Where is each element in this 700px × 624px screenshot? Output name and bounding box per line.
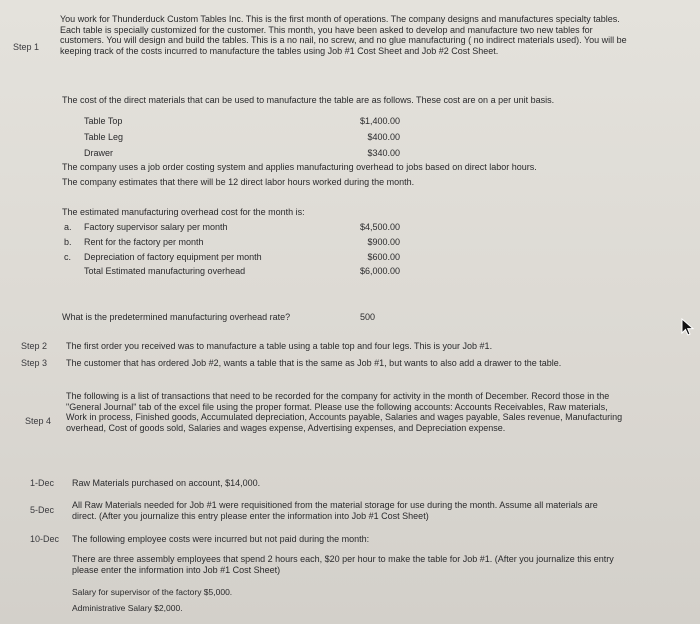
mouse-cursor-icon <box>681 318 695 336</box>
estimate-name: Factory supervisor salary per month <box>84 222 228 232</box>
step-2-text: The first order you received was to manufacture a table using a table top and four legs. This is your Job #1. <box>66 341 493 351</box>
transaction-date: 10-Dec <box>30 534 60 544</box>
material-name: Table Top <box>84 116 123 126</box>
estimate-cost: $900.00 <box>367 237 400 247</box>
step-4-text: The following is a list of transactions that need to be recorded for the company for activity in the month of December. Record those in the "General Journal" tab of the excel file using the proper format. Please use the following accounts: Accounts Receivables, Raw materials, Work in process, Finished goods, Accumulated depreciation, Accounts payable, Salaries and wages payable, Sales revenue, Manufacturing overhead, Cost of goods sold, Salaries and wages expense, Advertising expenses, and Depreciation expense. <box>66 391 623 433</box>
step-3-text: The customer that has ordered Job #2, wants a table that is the same as Job #1, but wants to also add a drawer to the table. <box>66 358 562 368</box>
total-overhead-value: $6,000.00 <box>359 266 400 276</box>
transaction-date: 1-Dec <box>30 478 55 488</box>
estimate-letter: b. <box>64 237 72 247</box>
step-4-label: Step 4 <box>25 416 52 426</box>
material-name: Drawer <box>84 148 114 158</box>
estimate-letter: c. <box>64 252 72 262</box>
overhead-basis-text: The company uses a job order costing system and applies manufacturing overhead to jobs based on direct labor hours. <box>62 162 537 172</box>
step-2-label: Step 2 <box>21 341 48 351</box>
materials-heading: The cost of the direct materials that can be used to manufacture the table are as follows. These cost are on a per unit basis. <box>62 95 555 105</box>
transaction-text: Raw Materials purchased on account, $14,000. <box>72 478 261 488</box>
detail-supervisor-salary: Salary for supervisor of the factory $5,000. <box>72 587 233 597</box>
material-name: Table Leg <box>84 132 124 142</box>
detail-assembly-labor: There are three assembly employees that spend 2 hours each, $20 per hour to make the table for Job #1. (After you journalize this entry please enter the information into Job #1 Cost Sheet) <box>72 554 614 575</box>
material-cost: $400.00 <box>367 132 400 142</box>
step-1-intro: You work for Thunderduck Custom Tables Inc. This is the first month of operations. The company designs and manufactures specialty tables. Each table is specially customized for the customer. This month, you have been asked to develop and manufacture two new tables for customers. You will design and build the tables. This is a no nail, no screw, and no glue manufacturing ( no indirect materials used). You will be keeping track of the costs incurred to manufacture the tables using Job #1 Cost Sheet and Job #2 Cost Sheet. <box>60 14 627 56</box>
estimate-cost: $600.00 <box>367 252 400 262</box>
detail-admin-salary: Administrative Salary $2,000. <box>72 603 183 613</box>
transaction-date: 5-Dec <box>30 505 55 515</box>
material-cost: $1,400.00 <box>359 116 400 126</box>
total-overhead-label: Total Estimated manufacturing overhead <box>84 266 246 276</box>
material-cost: $340.00 <box>367 148 400 158</box>
estimate-name: Rent for the factory per month <box>84 237 204 247</box>
overhead-rate-answer[interactable]: 500 <box>359 312 375 322</box>
estimate-cost: $4,500.00 <box>359 222 400 232</box>
estimate-letter: a. <box>64 222 72 232</box>
step-3-label: Step 3 <box>21 358 48 368</box>
overhead-rate-question: What is the predetermined manufacturing overhead rate? <box>62 312 291 322</box>
transaction-text: All Raw Materials needed for Job #1 were requisitioned from the material storage for use during the month. Assume all materials are direct. (After you journalize this entry please enter the information into Job #1 Cost Sheet) <box>72 500 598 521</box>
transaction-text: The following employee costs were incurred but not paid during the month: <box>72 534 370 544</box>
estimate-heading: The estimated manufacturing overhead cost for the month is: <box>62 207 305 217</box>
labor-hours-text: The company estimates that there will be 12 direct labor hours worked during the month. <box>62 177 415 187</box>
estimate-name: Depreciation of factory equipment per month <box>84 252 262 262</box>
step-1-label: Step 1 <box>13 42 40 52</box>
